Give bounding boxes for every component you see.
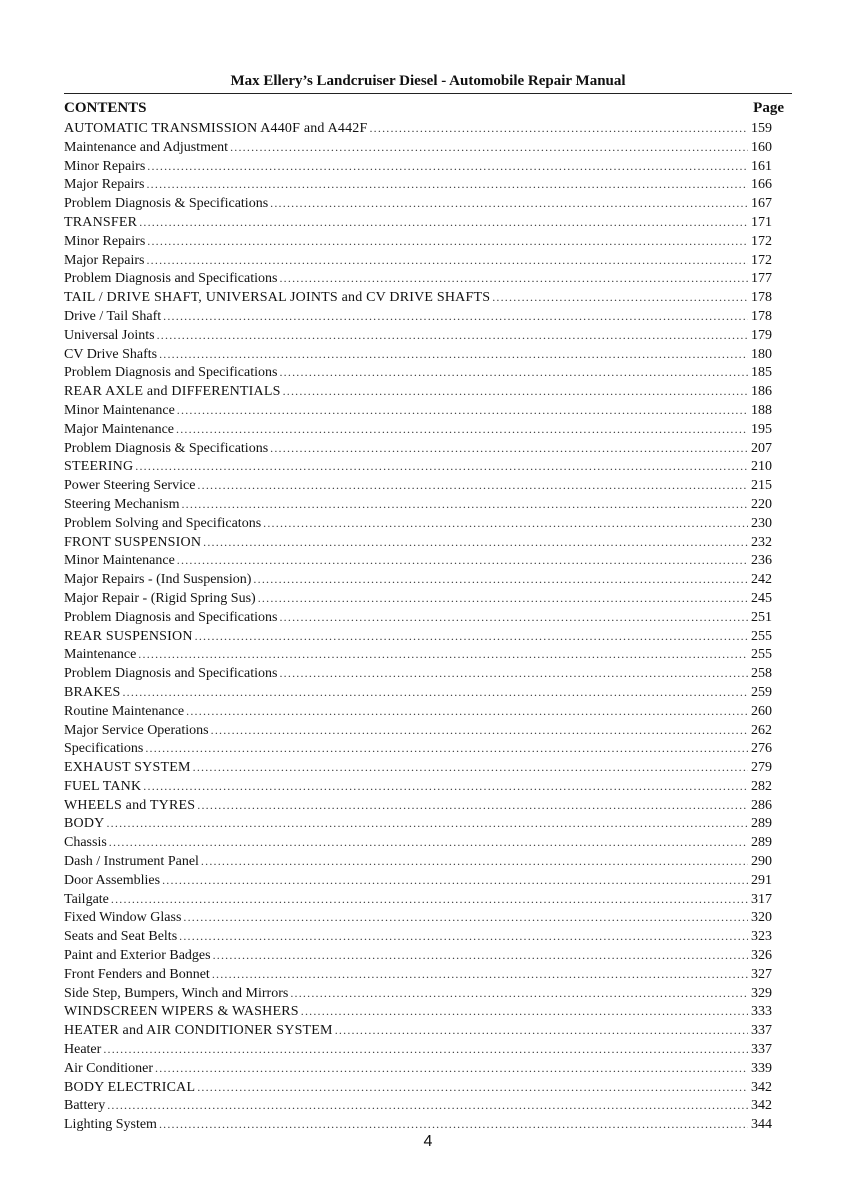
toc-entry-page: 172 bbox=[751, 252, 772, 268]
header-rule bbox=[64, 93, 792, 94]
toc-entry-page: 258 bbox=[751, 666, 772, 682]
dot-leader bbox=[197, 476, 748, 495]
toc-entry bbox=[64, 194, 772, 213]
dot-leader bbox=[270, 439, 748, 458]
toc-entry bbox=[64, 307, 772, 326]
toc-entry-title: REAR SUSPENSION bbox=[64, 628, 193, 644]
toc-entry bbox=[64, 796, 772, 815]
dot-leader bbox=[279, 269, 748, 288]
toc-entry-page: 255 bbox=[751, 647, 772, 663]
toc-entry-page: 342 bbox=[751, 1098, 772, 1114]
toc-entry bbox=[64, 401, 772, 420]
toc-entry bbox=[64, 664, 772, 683]
toc-entry-title: Front Fenders and Bonnet bbox=[64, 966, 210, 982]
dot-leader bbox=[146, 175, 748, 194]
toc-entry-title: EXHAUST SYSTEM bbox=[64, 760, 191, 776]
toc-entry-page: 195 bbox=[751, 421, 772, 437]
dot-leader bbox=[147, 157, 748, 176]
dot-leader bbox=[103, 1040, 748, 1059]
toc-entry bbox=[64, 890, 772, 909]
toc-entry-page: 259 bbox=[751, 684, 772, 700]
toc-entry-page: 323 bbox=[751, 929, 772, 945]
toc-entry bbox=[64, 1078, 772, 1097]
toc-entry-title: Major Service Operations bbox=[64, 722, 209, 738]
dot-leader bbox=[213, 946, 748, 965]
toc-entry-page: 210 bbox=[751, 459, 772, 475]
toc-entry-title: Dash / Instrument Panel bbox=[64, 854, 199, 870]
toc-entry bbox=[64, 269, 772, 288]
toc-entry-page: 290 bbox=[751, 854, 772, 870]
dot-leader bbox=[263, 514, 748, 533]
toc-entry-title: AUTOMATIC TRANSMISSION A440F and A442F bbox=[64, 121, 368, 136]
toc-entry bbox=[64, 589, 772, 608]
toc-entry-page: 327 bbox=[751, 966, 772, 982]
toc-entry bbox=[64, 533, 772, 552]
dot-leader bbox=[253, 570, 748, 589]
toc-entry-page: 289 bbox=[751, 835, 772, 851]
dot-leader bbox=[106, 814, 748, 833]
toc-entry-title: Major Repairs - (Ind Suspension) bbox=[64, 572, 252, 588]
toc-entry bbox=[64, 345, 772, 364]
toc-entry-page: 286 bbox=[751, 797, 772, 813]
toc-entry-page: 178 bbox=[751, 290, 772, 306]
toc-entry bbox=[64, 326, 772, 345]
toc-entry-page: 186 bbox=[751, 384, 772, 400]
dot-leader bbox=[212, 965, 748, 984]
toc-entry-page: 251 bbox=[751, 609, 772, 625]
toc-entry-page: 180 bbox=[751, 346, 772, 362]
toc-entry bbox=[64, 721, 772, 740]
dot-leader bbox=[270, 194, 748, 213]
toc-entry-title: Lighting System bbox=[64, 1117, 157, 1133]
toc-entry bbox=[64, 702, 772, 721]
toc-entry-title: FRONT SUSPENSION bbox=[64, 534, 202, 550]
toc-entry-title: Steering Mechanism bbox=[64, 496, 180, 512]
toc-entry bbox=[64, 1096, 772, 1115]
toc-entry-page: 172 bbox=[751, 233, 772, 249]
toc-entry bbox=[64, 1021, 772, 1040]
toc-entry-page: 289 bbox=[751, 816, 772, 832]
toc-entry-title: Minor Repairs bbox=[64, 158, 146, 174]
toc-entry bbox=[64, 814, 772, 833]
toc-entry bbox=[64, 852, 772, 871]
toc-entry bbox=[64, 175, 772, 194]
toc-entry-title: Side Step, Bumpers, Winch and Mirrors bbox=[64, 985, 289, 1001]
dot-leader bbox=[145, 739, 748, 758]
toc-entry-page: 337 bbox=[751, 1023, 772, 1039]
toc-entry-page: 171 bbox=[751, 214, 772, 230]
toc-entry-page: 185 bbox=[751, 365, 772, 381]
toc-entry-page: 329 bbox=[751, 985, 772, 1001]
toc-entry-title: Tailgate bbox=[64, 891, 109, 907]
toc-entry-page: 232 bbox=[751, 534, 772, 550]
toc-entry-page: 160 bbox=[751, 139, 772, 155]
toc-entry-title: TRANSFER bbox=[64, 214, 138, 230]
toc-entry bbox=[64, 946, 772, 965]
dot-leader bbox=[111, 890, 748, 909]
dot-leader bbox=[186, 702, 748, 721]
toc-entry-title: STEERING bbox=[64, 459, 134, 475]
toc-entry-page: 161 bbox=[751, 158, 772, 174]
toc-entry-title: Problem Diagnosis & Specifications bbox=[64, 440, 269, 456]
toc-entry bbox=[64, 927, 772, 946]
dot-leader bbox=[122, 683, 748, 702]
toc-entry-title: FUEL TANK bbox=[64, 778, 142, 794]
toc-entry bbox=[64, 965, 772, 984]
toc-entry-page: 166 bbox=[751, 177, 772, 193]
dot-leader bbox=[183, 908, 748, 927]
toc-entry-page: 255 bbox=[751, 628, 772, 644]
dot-leader bbox=[159, 1115, 748, 1134]
toc-entry bbox=[64, 514, 772, 533]
toc-entry-title: Battery bbox=[64, 1098, 106, 1114]
toc-entry bbox=[64, 551, 772, 570]
dot-leader bbox=[163, 307, 748, 326]
toc-entry bbox=[64, 476, 772, 495]
dot-leader bbox=[197, 1078, 748, 1097]
toc-entry-page: 260 bbox=[751, 703, 772, 719]
dot-leader bbox=[258, 589, 748, 608]
toc-entry-page: 317 bbox=[751, 891, 772, 907]
toc-entry bbox=[64, 683, 772, 702]
toc-entry bbox=[64, 871, 772, 890]
toc-entry-title: Minor Repairs bbox=[64, 233, 146, 249]
toc-entry-title: Major Maintenance bbox=[64, 421, 175, 437]
toc-entry bbox=[64, 251, 772, 270]
toc-entry-page: 179 bbox=[751, 327, 772, 343]
toc-entry-title: Chassis bbox=[64, 835, 107, 851]
toc-entry-title: Minor Maintenance bbox=[64, 553, 175, 569]
toc-entry-title: Drive / Tail Shaft bbox=[64, 308, 162, 324]
toc-entry-page: 188 bbox=[751, 402, 772, 418]
toc-entry bbox=[64, 138, 772, 157]
toc-entry-title: Problem Diagnosis and Specifications bbox=[64, 365, 278, 381]
toc-entry bbox=[64, 777, 772, 796]
toc-entry-title: Major Repair - (Rigid Spring Sus) bbox=[64, 590, 256, 606]
toc-entry-title: HEATER and AIR CONDITIONER SYSTEM bbox=[64, 1023, 333, 1039]
toc-entry-title: BRAKES bbox=[64, 684, 121, 700]
dot-leader bbox=[301, 1002, 748, 1021]
toc-entry bbox=[64, 1002, 772, 1021]
toc-entry-title: Maintenance and Adjustment bbox=[64, 139, 229, 155]
toc-entry-title: Maintenance bbox=[64, 647, 137, 663]
toc-entry bbox=[64, 363, 772, 382]
dot-leader bbox=[201, 852, 748, 871]
toc-entry-title: BODY bbox=[64, 816, 105, 832]
dot-leader bbox=[138, 645, 748, 664]
dot-leader bbox=[230, 138, 748, 157]
toc-entry-page: 207 bbox=[751, 440, 772, 456]
page-number: 4 bbox=[423, 1133, 433, 1150]
toc-entry-page: 215 bbox=[751, 478, 772, 494]
toc-entry-title: Problem Solving and Specificatons bbox=[64, 515, 262, 531]
toc-entry bbox=[64, 739, 772, 758]
toc-entry-title: Problem Diagnosis and Specifications bbox=[64, 666, 278, 682]
toc-entry-page: 279 bbox=[751, 760, 772, 776]
toc-entry-title: Minor Maintenance bbox=[64, 402, 175, 418]
toc-entry-title: Paint and Exterior Badges bbox=[64, 948, 211, 964]
toc-entry-title: Seats and Seat Belts bbox=[64, 929, 178, 945]
toc-entry-title: Problem Diagnosis and Specifications bbox=[64, 271, 278, 287]
toc-entry-page: 236 bbox=[751, 553, 772, 569]
toc-entry-page: 242 bbox=[751, 572, 772, 588]
toc-entry-page: 342 bbox=[751, 1079, 772, 1095]
dot-leader bbox=[143, 777, 748, 796]
dot-leader bbox=[146, 251, 748, 270]
dot-leader bbox=[147, 232, 748, 251]
dot-leader bbox=[279, 664, 748, 683]
toc-entry bbox=[64, 157, 772, 176]
toc-entry-title: Power Steering Service bbox=[64, 478, 196, 494]
toc-entry bbox=[64, 984, 772, 1003]
toc-entry bbox=[64, 908, 772, 927]
toc-entry-title: Problem Diagnosis & Specifications bbox=[64, 196, 269, 212]
contents-heading: CONTENTS bbox=[64, 100, 147, 116]
dot-leader bbox=[211, 721, 748, 740]
toc-entry-title: Universal Joints bbox=[64, 327, 155, 343]
toc-entry-title: Air Conditioner bbox=[64, 1060, 154, 1076]
dot-leader bbox=[155, 1059, 748, 1078]
toc-entry-title: REAR AXLE and DIFFERENTIALS bbox=[64, 384, 281, 400]
toc-entry-title: Door Assemblies bbox=[64, 872, 161, 888]
document-header: Max Ellery’s Landcruiser Diesel - Automobile Repair Manual bbox=[230, 73, 626, 89]
dot-leader bbox=[157, 326, 748, 345]
toc-entry-page: 276 bbox=[751, 741, 772, 757]
dot-leader bbox=[177, 551, 748, 570]
dot-leader bbox=[279, 363, 748, 382]
dot-leader bbox=[195, 627, 748, 646]
dot-leader bbox=[177, 401, 748, 420]
toc-entry-title: WHEELS and TYRES bbox=[64, 797, 196, 813]
toc-entry-page: 291 bbox=[751, 872, 772, 888]
toc-entry bbox=[64, 833, 772, 852]
toc-entry-page: 230 bbox=[751, 515, 772, 531]
toc-entry bbox=[64, 119, 772, 138]
toc-entry-title: Major Repairs bbox=[64, 252, 145, 268]
dot-leader bbox=[283, 382, 748, 401]
toc-entry bbox=[64, 645, 772, 664]
toc-entry bbox=[64, 758, 772, 777]
toc-entry bbox=[64, 1059, 772, 1078]
toc-entry-title: Specifications bbox=[64, 741, 144, 757]
toc-entry-page: 245 bbox=[751, 590, 772, 606]
dot-leader bbox=[139, 213, 748, 232]
toc-entry bbox=[64, 570, 772, 589]
toc-entry bbox=[64, 627, 772, 646]
dot-leader bbox=[203, 533, 748, 552]
toc-entry-page: 337 bbox=[751, 1042, 772, 1058]
dot-leader bbox=[176, 420, 748, 439]
toc-entry bbox=[64, 1040, 772, 1059]
toc-entry-page: 339 bbox=[751, 1060, 772, 1076]
dot-leader bbox=[135, 457, 748, 476]
dot-leader bbox=[181, 495, 748, 514]
dot-leader bbox=[197, 796, 748, 815]
toc-entry-title: Fixed Window Glass bbox=[64, 910, 182, 926]
dot-leader bbox=[162, 871, 748, 890]
page-column-heading: Page bbox=[753, 100, 784, 116]
dot-leader bbox=[335, 1021, 748, 1040]
toc-entry-title: TAIL / DRIVE SHAFT, UNIVERSAL JOINTS and CV DRIVE SHAFTS bbox=[64, 290, 491, 306]
toc-entry-title: BODY ELECTRICAL bbox=[64, 1079, 196, 1095]
toc-entry-page: 159 bbox=[751, 121, 772, 136]
toc-entry-title: Major Repairs bbox=[64, 177, 145, 193]
toc-entry-page: 178 bbox=[751, 308, 772, 324]
dot-leader bbox=[107, 1096, 748, 1115]
toc-entry bbox=[64, 232, 772, 251]
toc-entry bbox=[64, 457, 772, 476]
toc-entry-page: 282 bbox=[751, 778, 772, 794]
toc-entry-title: Problem Diagnosis and Specifications bbox=[64, 609, 278, 625]
toc-entry-title: Heater bbox=[64, 1042, 102, 1058]
toc-entry-page: 262 bbox=[751, 722, 772, 738]
toc-entry bbox=[64, 1115, 772, 1134]
toc-entry bbox=[64, 439, 772, 458]
dot-leader bbox=[179, 927, 748, 946]
dot-leader bbox=[159, 345, 748, 364]
toc-entry-title: WINDSCREEN WIPERS & WASHERS bbox=[64, 1004, 299, 1020]
toc-entry-page: 320 bbox=[751, 910, 772, 926]
dot-leader bbox=[492, 288, 748, 307]
toc-entry bbox=[64, 213, 772, 232]
toc-entry-title: Routine Maintenance bbox=[64, 703, 185, 719]
toc-entry-page: 177 bbox=[751, 271, 772, 287]
dot-leader bbox=[109, 833, 748, 852]
toc-entry bbox=[64, 608, 772, 627]
toc-entry bbox=[64, 495, 772, 514]
toc-entry bbox=[64, 420, 772, 439]
toc-entry bbox=[64, 288, 772, 307]
dot-leader bbox=[279, 608, 748, 627]
table-of-contents bbox=[64, 119, 772, 1134]
toc-entry-page: 344 bbox=[751, 1117, 772, 1133]
toc-entry-page: 167 bbox=[751, 196, 772, 212]
dot-leader bbox=[369, 119, 748, 138]
toc-entry bbox=[64, 382, 772, 401]
dot-leader bbox=[193, 758, 748, 777]
toc-entry-page: 220 bbox=[751, 496, 772, 512]
contents-column-header bbox=[64, 99, 784, 118]
toc-entry-page: 333 bbox=[751, 1004, 772, 1020]
toc-entry-page: 326 bbox=[751, 948, 772, 964]
dot-leader bbox=[290, 984, 748, 1003]
toc-entry-title: CV Drive Shafts bbox=[64, 346, 158, 362]
